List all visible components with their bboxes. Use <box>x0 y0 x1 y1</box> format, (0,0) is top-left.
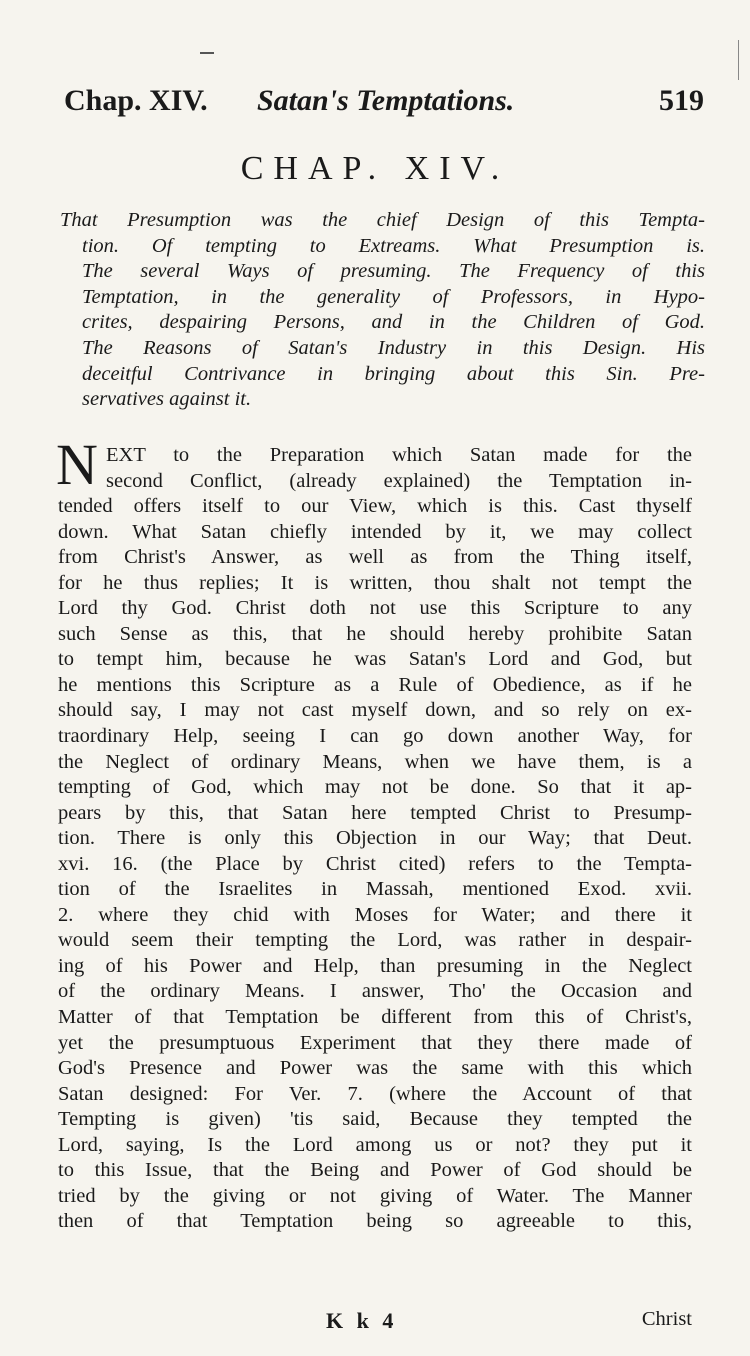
summary-line: tion. Of tempting to Extreams. What Presumption is. <box>82 234 705 257</box>
chapter-summary <box>60 208 705 413</box>
body-line: pears by this, that Satan here tempted Christ to Presump- <box>58 801 692 824</box>
body-line: EXT to the Preparation which Satan made for the <box>106 444 692 466</box>
summary-line: Temptation, in the generality of Professors, in Hypo- <box>82 285 705 308</box>
body-line: Lord, saying, Is the Lord among us or not? they put it <box>58 1133 692 1156</box>
summary-line: The several Ways of presuming. The Frequency of this <box>82 260 705 283</box>
header-chapter: Chap. XIV. <box>64 84 208 117</box>
header-title: Satan's Temptations. <box>257 84 515 117</box>
body-line: then of that Temptation being so agreeable to this, <box>58 1210 692 1233</box>
body-line: from Christ's Answer, as well as from the Thing itself, <box>58 546 692 569</box>
body-line: Tempting is given) 'tis said, Because they tempted the <box>58 1108 692 1131</box>
body-line: of the ordinary Means. I answer, Tho' the Occasion and <box>58 980 692 1003</box>
body-line: ing of his Power and Help, than presuming in the Neglect <box>58 954 692 977</box>
body-line: to tempt him, because he was Satan's Lord and God, but <box>58 648 692 671</box>
body-text <box>58 443 692 1235</box>
drop-cap: N <box>56 432 98 497</box>
body-line: Matter of that Temptation be different from this of Christ's, <box>58 1006 692 1029</box>
summary-line: The Reasons of Satan's Industry in this Design. His <box>82 336 705 359</box>
summary-line: That Presumption was the chief Design of this Tempta- <box>60 209 705 231</box>
body-line: traordinary Help, seeing I can go down another Way, for <box>58 725 692 748</box>
body-line: should say, I may not cast myself down, and so rely on ex- <box>58 699 692 722</box>
summary-line: deceitful Contrivance in bringing about this Sin. Pre- <box>82 362 705 385</box>
body-line: Lord thy God. Christ doth not use this Scripture to any <box>58 597 692 620</box>
body-line: tempting of God, which may not be done. So that it ap- <box>58 776 692 799</box>
body-line: for he thus replies; It is written, thou shalt not tempt the <box>58 571 692 594</box>
body-line: he mentions this Scripture as a Rule of Obedience, as if he <box>58 673 692 696</box>
header-page-number: 519 <box>659 84 704 117</box>
page-edge-line <box>738 40 739 80</box>
body-line: 2. where they chid with Moses for Water; and there it <box>58 903 692 926</box>
running-header <box>64 84 704 130</box>
body-line: xvi. 16. (the Place by Christ cited) refers to the Tempta- <box>58 852 692 875</box>
body-line: tended offers itself to our View, which is this. Cast thyself <box>58 495 692 518</box>
body-line: such Sense as this, that he should hereby prohibite Satan <box>58 622 692 645</box>
body-line: Satan designed: For Ver. 7. (where the Account of that <box>58 1082 692 1105</box>
signature-mark: K k 4 <box>326 1308 398 1333</box>
body-line: would seem their tempting the Lord, was rather in despair- <box>58 929 692 952</box>
body-line: down. What Satan chiefly intended by it, we may collect <box>58 520 692 543</box>
catchword: Christ <box>641 1308 692 1330</box>
body-line: the Neglect of ordinary Means, when we have them, is a <box>58 750 692 773</box>
body-line: God's Presence and Power was the same with this which <box>58 1057 692 1080</box>
body-line: tried by the giving or not giving of Water. The Manner <box>58 1184 692 1207</box>
chapter-title: CHAP. XIV. <box>240 150 510 187</box>
ink-mark <box>200 52 214 54</box>
summary-line: servatives against it. <box>82 388 252 411</box>
body-line: tion. There is only this Objection in our Way; that Deut. <box>58 827 692 850</box>
body-line: to this Issue, that the Being and Power of God should be <box>58 1159 692 1182</box>
body-line: second Conflict, (already explained) the Temptation in- <box>106 469 692 492</box>
page-footer <box>0 1308 750 1338</box>
body-line: yet the presumptuous Experiment that they there made of <box>58 1031 692 1054</box>
body-line: tion of the Israelites in Massah, mentioned Exod. xvii. <box>58 878 692 901</box>
summary-line: crites, despairing Persons, and in the Children of God. <box>82 311 705 334</box>
